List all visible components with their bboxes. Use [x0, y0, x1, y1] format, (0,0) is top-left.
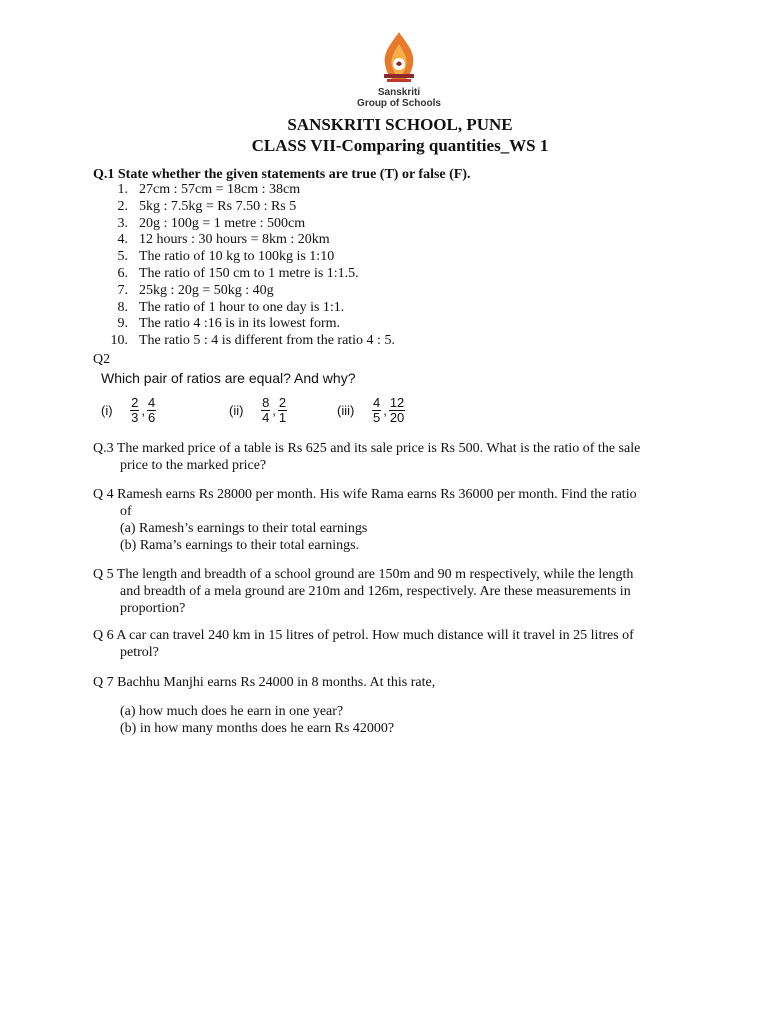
ratio-pair: (ii) $\frac{8}{4}$ , $\frac{2}{1}$ [229, 395, 287, 425]
school-logo [356, 30, 442, 109]
q7-part-b: (b) in how many months does he earn Rs 42000? [120, 721, 395, 736]
q2-label: Q2 [93, 352, 111, 367]
fraction: $\frac{8}{4}$ [262, 395, 270, 425]
pair-label: (iii) [337, 403, 355, 418]
list-item: 8. The ratio of 1 hour to one day is 1:1. [117, 299, 345, 315]
flame-emblem-icon [377, 30, 421, 86]
q7-part-a: (a) how much does he earn in one year? [120, 704, 344, 719]
q4-part-a: (a) Ramesh’s earnings to their total earnings [120, 521, 368, 536]
q5-question: Q 5 The length and breadth of a school ground are 150m and 90 m respectively, while the length and breadth of a mela ground are 210m and 126m, respectively. Are these measurements in proportion? [93, 567, 634, 616]
list-item: 7. 25kg : 20g = 50kg : 40g [117, 282, 274, 298]
list-item: 5. The ratio of 10 kg to 100kg is 1:10 [117, 249, 335, 265]
q2-question: Which pair of ratios are equal? And why? [101, 370, 356, 386]
q4-question: Q 4 Ramesh earns Rs 28000 per month. His wife Rama earns Rs 36000 per month. Find the ratio of [93, 487, 637, 519]
ratio-pair: (i) $\frac{2}{3}$ , $\frac{4}{6}$ [101, 395, 156, 425]
list-item: 6. The ratio of 150 cm to 1 metre is 1:1.5. [117, 265, 359, 281]
ratio-pair: (iii) $\frac{4}{5}$ , $\frac{12}{20}$ [337, 395, 405, 425]
logo-text-line1: Sanskriti [377, 87, 421, 98]
list-item: 9. The ratio 4 :16 is in its lowest form. [117, 316, 341, 332]
list-item: 4. 12 hours : 30 hours = 8km : 20km [117, 232, 330, 248]
q7-question: Q 7 Bachhu Manjhi earns Rs 24000 in 8 months. At this rate, [93, 675, 436, 690]
worksheet-title: CLASS VII-Comparing quantities_WS 1 [251, 136, 549, 155]
fraction: $\frac{2}{3}$ [131, 395, 139, 425]
fraction: $\frac{4}{6}$ [148, 395, 156, 425]
q3-question: Q.3 The marked price of a table is Rs 625 and its sale price is Rs 500. What is the ratio of the sale price to the marked price? [93, 441, 641, 473]
list-item: 3. 20g : 100g = 1 metre : 500cm [117, 215, 306, 231]
list-item: 2. 5kg : 7.5kg = Rs 7.50 : Rs 5 [117, 198, 297, 214]
pair-label: (ii) [229, 403, 244, 418]
q1-statement-list [96, 182, 395, 350]
q4-part-b: (b) Rama’s earnings to their total earnings. [120, 538, 360, 553]
pair-label: (i) [101, 403, 113, 418]
logo-text-line2: Group of Schools [357, 98, 441, 109]
list-item: 10. The ratio 5 : 4 is different from the ratio 4 : 5. [110, 333, 395, 349]
q1-heading: Q.1 State whether the given statements are true (T) or false (F). [93, 167, 471, 182]
fraction: $\frac{12}{20}$ [389, 395, 405, 425]
list-item: 1. 27cm : 57cm = 18cm : 38cm [117, 182, 301, 197]
fraction: $\frac{4}{5}$ [372, 395, 381, 425]
school-title: SANSKRITI SCHOOL, PUNE [287, 115, 513, 134]
q6-question: Q 6 A car can travel 240 km in 15 litres of petrol. How much distance will it travel in 25 litres of petrol? [93, 628, 634, 660]
fraction: $\frac{2}{1}$ [278, 395, 287, 425]
